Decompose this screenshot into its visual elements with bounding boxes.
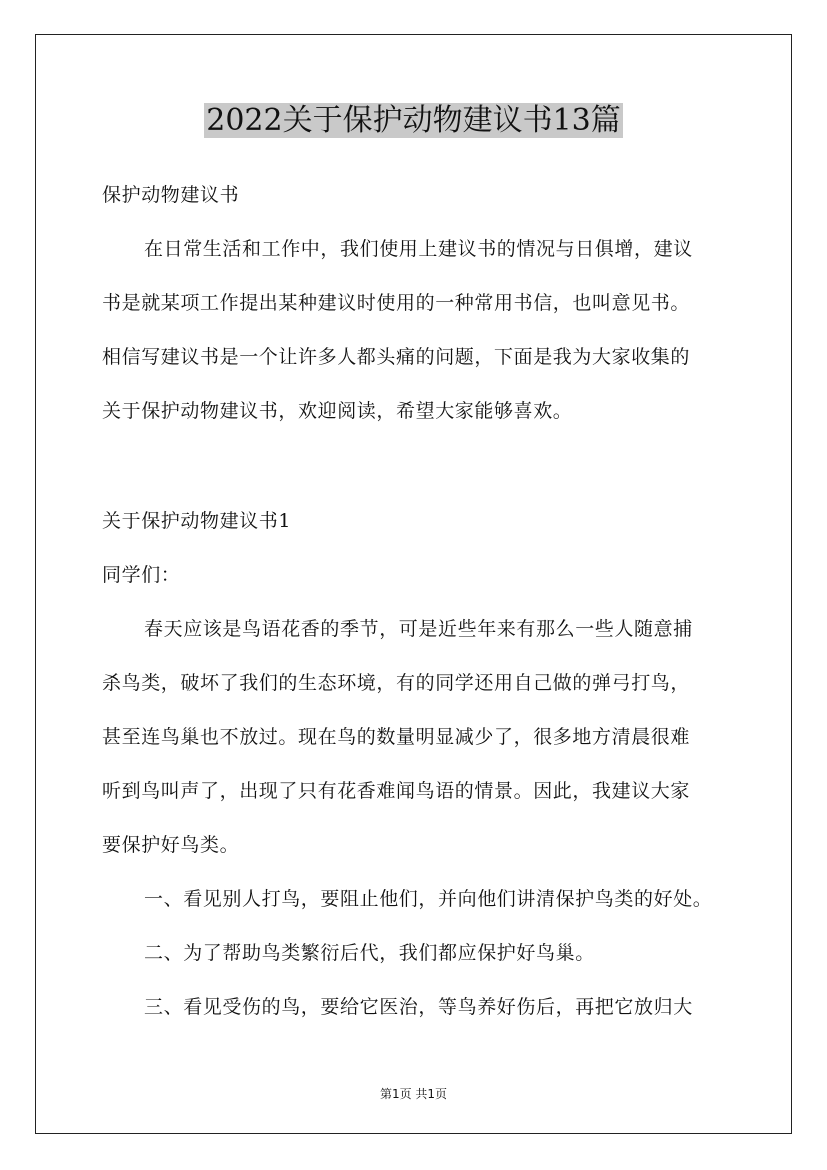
document-title-text: 2022关于保护动物建议书13篇 [206,103,621,138]
intro-heading: 保护动物建议书 [102,184,240,206]
intro-line: 在日常生活和工作中，我们使用上建议书的情况与日俱增，建议 [144,238,693,260]
list-item: 二、为了帮助鸟类繁衍后代，我们都应保护好鸟巢。 [144,942,595,964]
body-line: 甚至连鸟巢也不放过。现在鸟的数量明显减少了，很多地方清晨很难 [102,726,691,748]
page-footer: 第1页 共1页 [379,1087,448,1101]
intro-line: 相信写建议书是一个让许多人都头痛的问题，下面是我为大家收集的 [102,346,691,368]
intro-line: 书是就某项工作提出某种建议时使用的一种常用书信，也叫意见书。 [102,292,691,314]
body-line: 杀鸟类，破坏了我们的生态环境，有的同学还用自己做的弹弓打鸟， [102,672,691,694]
body-line: 春天应该是鸟语花香的季节，可是近些年来有那么一些人随意捕 [144,618,693,640]
body-line: 听到鸟叫声了，出现了只有花香难闻鸟语的情景。因此，我建议大家 [102,780,691,802]
list-item: 三、看见受伤的鸟，要给它医治，等鸟养好伤后，再把它放归大 [144,996,693,1018]
document-title [0,101,827,141]
salutation: 同学们： [102,564,181,586]
body-line: 要保护好鸟类。 [102,834,240,856]
section-heading: 关于保护动物建议书1 [102,510,292,532]
intro-line: 关于保护动物建议书，欢迎阅读，希望大家能够喜欢。 [102,400,573,422]
list-item: 一、看见别人打鸟，要阻止他们，并向他们讲清保护鸟类的好处。 [144,888,713,910]
